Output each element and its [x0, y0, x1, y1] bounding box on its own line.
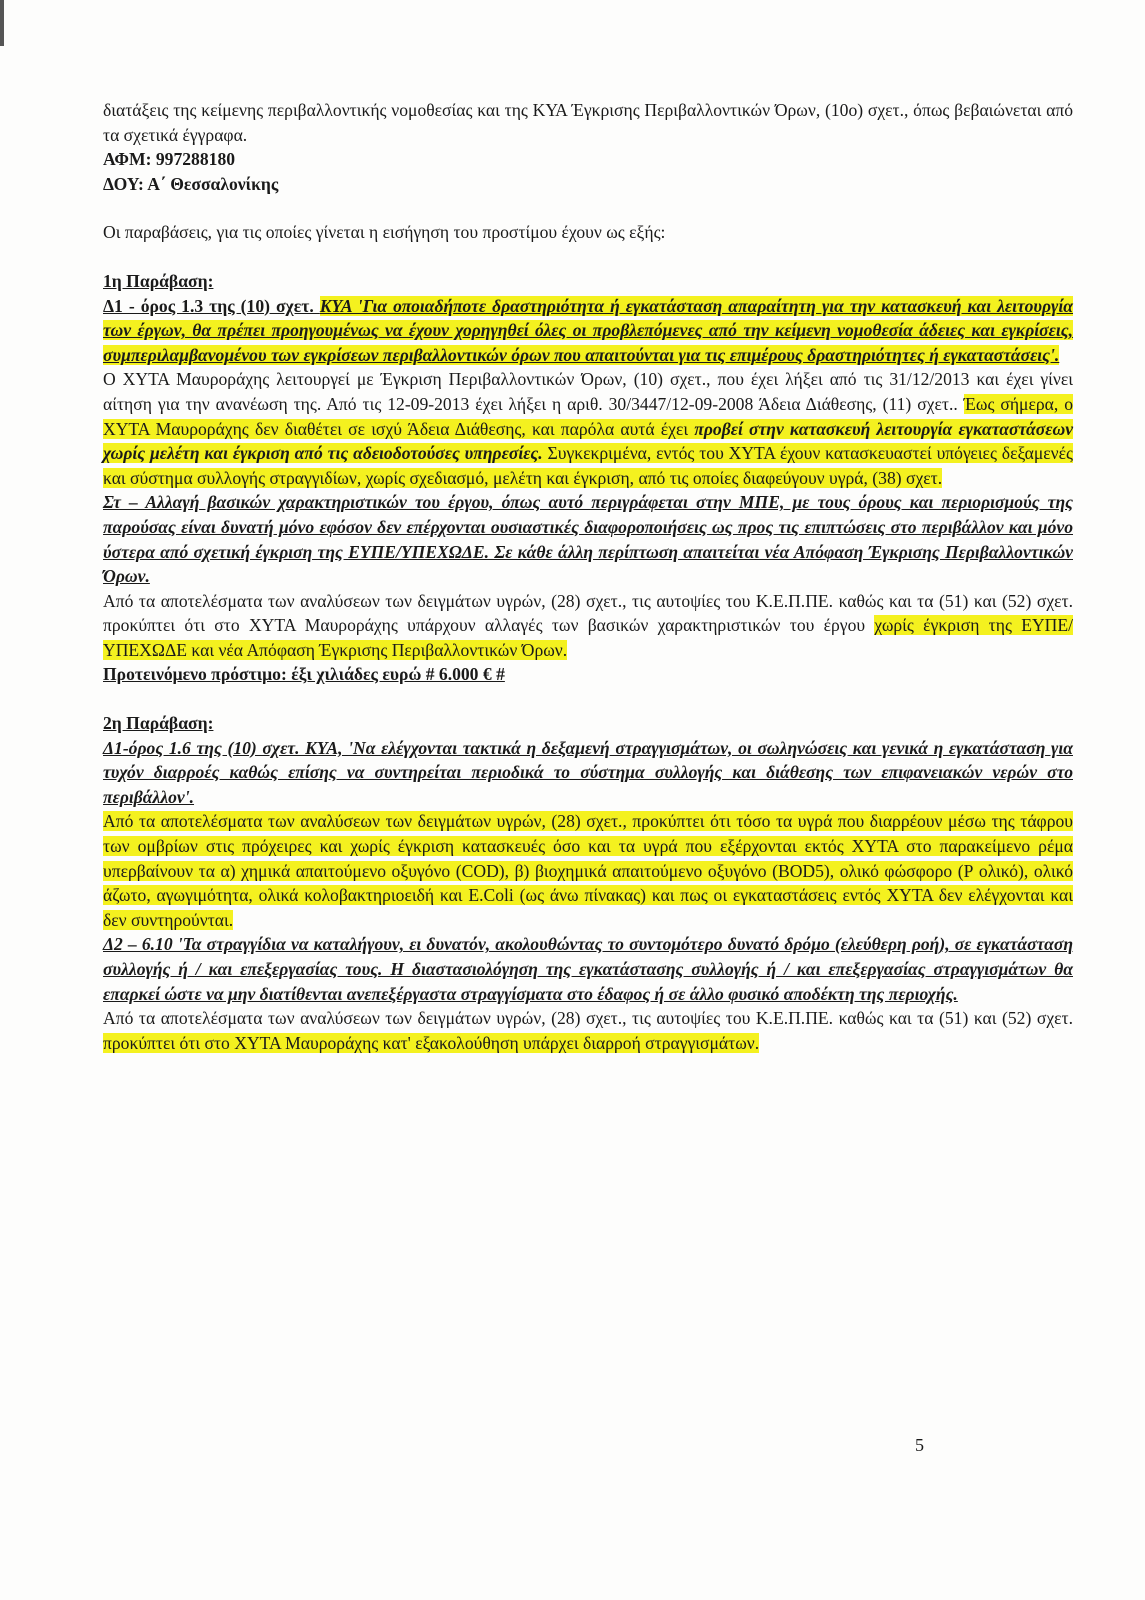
violation1-clause2: Στ – Αλλαγή βασικών χαρακτηριστικών του έργου, όπως αυτό περιγράφεται στην ΜΠΕ, με τους όρους και περιορισμούς της παρούσας είναι δυνατή μόνο εφόσον δεν επέρχονται ουσιαστικές διαφοροποιήσεις ως προς τις επιπτώσεις στο περιβάλλον και μόνο ύστερα από σχετική έγκριση της ΕΥΠΕ/ΥΠΕΧΩΔΕ. Σε κάθε άλλη περίπτωση απαιτείται νέα Απόφαση Έγκρισης Περιβαλλοντικών Όρων.: [103, 492, 1073, 587]
violations-intro: Οι παραβάσεις, για τις οποίες γίνεται η εισήγηση του προστίμου έχουν ως εξής:: [103, 222, 666, 243]
violation2-body2-highlight: προκύπτει ότι στο ΧΥΤΑ Μαυροράχης κατ' εξακολούθηση υπάρχει διαρροή στραγγισμάτων.: [103, 1032, 760, 1053]
afm-line: ΑΦΜ: 997288180: [103, 149, 236, 170]
violation1-clause: [103, 294, 1073, 368]
intro-paragraph: διατάξεις της κείμενης περιβαλλοντικής νομοθεσίας και της ΚΥΑ Έγκρισης Περιβαλλοντικών Όρων, (10ο) σχετ., όπως βεβαιώνεται από τα σχετικά έγγραφα.: [103, 100, 1073, 145]
violation1-body-highlight-2: Συγκεκριμένα, εντός του ΧΥΤΑ έχουν κατασκευαστεί υπόγειες δεξαμενές και σύστημα συλλογής στραγγιδίων, χωρίς σχεδιασμό, μελέτη και έγκριση, από τις οποίες διαφεύγουν υγρά, (38) σχετ.: [103, 443, 1073, 488]
violation1-clause-ref: Δ1 - όρος 1.3 της (10) σχετ.: [103, 295, 320, 316]
page-number: 5: [915, 1435, 924, 1455]
violation1-clause-text: ΚΥΑ 'Για οποιαδήποτε δραστηριότητα ή εγκατάσταση απαραίτητη για την κατασκευή και λειτουργία των έργων, θα πρέπει προηγουμένως να έχουν χορηγηθεί όλες οι προβλεπόμενες από την κείμενη νομοθεσία άδειες και εγκρίσεις, συμπεριλαμβανομένου των εγκρίσεων περιβαλλοντικών όρων που απαιτούνται για τις επιμέρους δραστηριότητες ή εγκαταστάσεις'.: [103, 295, 1073, 365]
violation1-heading: 1η Παράβαση:: [103, 270, 214, 291]
document-body: [103, 98, 1073, 1055]
violation1-body2: [103, 589, 1073, 663]
violation1-body2-plain: Από τα αποτελέσματα των αναλύσεων των δειγμάτων υγρών, (28) σχετ., τις αυτοψίες του Κ.Ε.Π.ΠΕ. καθώς και τα (51) και (52) σχετ. προκύπτει ότι στο ΧΥΤΑ Μαυροράχης υπάρχουν αλλαγές των βασικών χαρακτηριστικών του έργου: [103, 590, 1073, 636]
violation1-fine: Προτεινόμενο πρόστιμο: έξι χιλιάδες ευρώ # 6.000 € #: [103, 664, 505, 685]
violation2-clause2: Δ2 – 6.10 'Τα στραγγίδια να καταλήγουν, ει δυνατόν, ακολουθώντας το συντομότερο δυνατό δρόμο (ελεύθερη ροή), σε εγκατάσταση συλλογής ή / και επεξεργασίας τους. Η διαστασιολόγηση της εγκατάστασης συλλογής ή / και επεξεργασίας στραγγισμάτων θα επαρκεί ώστε να μην διατίθενται ανεπεξέργαστα στραγγίσματα στο έδαφος ή σε άλλο φυσικό αποδέκτη της περιοχής.: [103, 934, 1073, 1004]
scan-edge-mark: [0, 0, 4, 46]
violation2-body2: [103, 1006, 1073, 1055]
violation1-body-highlight-1: Έως σήμερα, ο ΧΥΤΑ Μαυροράχης δεν διαθέτει σε ισχύ Άδεια Διάθεσης, και παρόλα αυτά έχει: [103, 393, 1073, 439]
violation2-heading: 2η Παράβαση:: [103, 713, 214, 734]
violation1-body-highlight-bold: προβεί στην κατασκευή λειτουργία εγκαταστάσεων χωρίς μελέτη και έγκριση από τις αδειοδοτούσες υπηρεσίες.: [103, 418, 1074, 464]
violation2-clause1: Δ1-όρος 1.6 της (10) σχετ. ΚΥΑ, 'Να ελέγχονται τακτικά η δεξαμενή στραγγισμάτων, οι σωληνώσεις και γενικά η εγκατάσταση για τυχόν διαρροές καθώς επίσης να συντηρείται περιοδικά το σύστημα συλλογής και διάθεσης των επιφανειακών νερών στο περιβάλλον'.: [103, 737, 1073, 807]
violation1-body2-highlight: χωρίς έγκριση της ΕΥΠΕ/ΥΠΕΧΩΔΕ και νέα Απόφαση Έγκρισης Περιβαλλοντικών Όρων.: [103, 615, 1074, 660]
violation1-body-plain: Ο ΧΥΤΑ Μαυροράχης λειτουργεί με Έγκριση Περιβαλλοντικών Όρων, (10) σχετ., που έχει λήξει από τις 31/12/2013 και έχει γίνει αίτηση για την ανανέωση της. Από τις 12-09-2013 έχει λήξει η αριθ. 30/3447/12-09-2008 Άδεια Διάθεσης, (11) σχετ..: [103, 369, 1073, 414]
violation2-body1: [103, 809, 1073, 932]
violation2-body2-plain: Από τα αποτελέσματα των αναλύσεων των δειγμάτων υγρών, (28) σχετ., τις αυτοψίες του Κ.Ε.Π.ΠΕ. καθώς και τα (51) και (52) σχετ.: [103, 1008, 1073, 1029]
violation2-body1-highlight: Από τα αποτελέσματα των αναλύσεων των δειγμάτων υγρών, (28) σχετ., προκύπτει ότι τόσο τα υγρά που διαρρέουν μέσω της τάφρου των ομβρίων στις πρόχειρες και χωρίς έγκριση κατασκευές όσο και τα υγρά που εξέρχονται εκτός ΧΥΤΑ στο παρακείμενο ρέμα υπερβαίνουν τα α) χημικά απαιτούμενο οξυγόνο (COD), β) βιοχημικά απαιτούμενο οξυγόνο (BOD5), ολικό φώσφορο (Ρ ολικό), ολικό άζωτο, αγωγιμότητα, ολικά κολοβακτηριοειδή και E.Coli (ως άνω πίνακας) και πως οι εγκαταστάσεις εντός ΧΥΤΑ δεν ελέγχονται και δεν συντηρούνται.: [103, 811, 1073, 930]
violation1-body: [103, 367, 1073, 490]
doy-line: ΔΟΥ: Α΄ Θεσσαλονίκης: [103, 173, 279, 194]
